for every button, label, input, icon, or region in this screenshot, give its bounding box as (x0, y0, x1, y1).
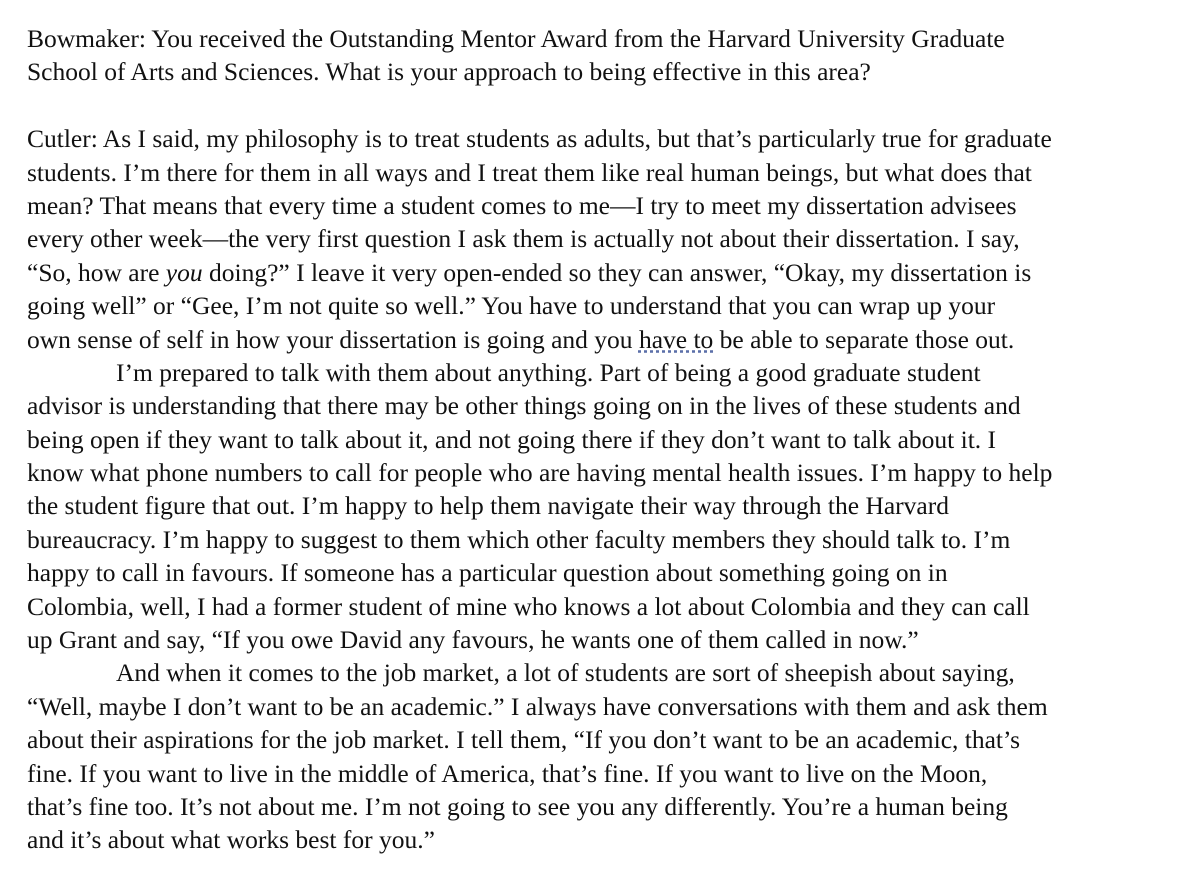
text-line: mean? That means that every time a student comes to me—I try to meet my dissertation advisees (27, 190, 1017, 220)
text-segment: “So, how are (27, 257, 166, 287)
emphasized-word: you (165, 257, 203, 287)
text-line: bureaucracy. I’m happy to suggest to them which other faculty members they should talk to. I’m (27, 524, 1011, 554)
text-line: students. I’m there for them in all ways and I treat them like real human beings, but what does that (27, 157, 1032, 187)
text-line: “Well, maybe I don’t want to be an academic.” I always have conversations with them and ask them (27, 691, 1048, 721)
text-line: fine. If you want to live in the middle of America, that’s fine. If you want to live on the Moon, (27, 758, 988, 788)
grammar-check-marked-phrase[interactable]: have to (638, 324, 714, 354)
text-line: Colombia, well, I had a former student of mine who knows a lot about Colombia and they can call (27, 591, 1030, 621)
text-segment: be able to separate those out. (713, 324, 1015, 354)
question-paragraph (27, 22, 1200, 89)
text-line: and it’s about what works best for you.” (27, 825, 435, 855)
text-line (27, 323, 1200, 356)
text-line: know what phone numbers to call for people who are having mental health issues. I’m happy to help (27, 458, 1053, 488)
paragraph-spacer (27, 89, 1200, 122)
text-line: that’s fine too. It’s not about me. I’m not going to see you any differently. You’re a human being (27, 791, 1008, 821)
text-segment: doing?” I leave it very open-ended so they can answer, “Okay, my dissertation is (202, 257, 1032, 287)
text-line: I’m prepared to talk with them about anything. Part of being a good graduate student (116, 357, 981, 387)
text-line: School of Arts and Sciences. What is your approach to being effective in this area? (27, 57, 871, 87)
text-line: happy to call in favours. If someone has a particular question about something going on in (27, 558, 948, 588)
text-line: up Grant and say, “If you owe David any favours, he wants one of them called in now.” (27, 625, 919, 655)
answer-paragraph-2 (27, 356, 1200, 657)
answer-paragraph-3 (27, 656, 1200, 856)
text-line: And when it comes to the job market, a lot of students are sort of sheepish about saying, (116, 658, 1015, 688)
text-line: the student figure that out. I’m happy to help them navigate their way through the Harvard (27, 491, 949, 521)
text-line: going well” or “Gee, I’m not quite so well.” You have to understand that you can wrap up your (27, 291, 996, 321)
text-line: about their aspirations for the job market. I tell them, “If you don’t want to be an academic, that’s (27, 725, 1021, 755)
text-line: advisor is understanding that there may be other things going on in the lives of these students and (27, 391, 1021, 421)
answer-paragraph-1 (27, 122, 1200, 356)
text-line: every other week—the very first question I ask them is actually not about their dissertation. I say, (27, 224, 1020, 254)
text-line: Bowmaker: You received the Outstanding Mentor Award from the Harvard University Graduate (27, 24, 1005, 53)
text-segment: own sense of self in how your dissertation is going and you (27, 324, 639, 354)
text-line (27, 256, 1200, 289)
text-line: Cutler: As I said, my philosophy is to treat students as adults, but that’s particularly true for graduate (27, 124, 1052, 154)
text-line: being open if they want to talk about it, and not going there if they don’t want to talk about it. I (27, 424, 997, 454)
